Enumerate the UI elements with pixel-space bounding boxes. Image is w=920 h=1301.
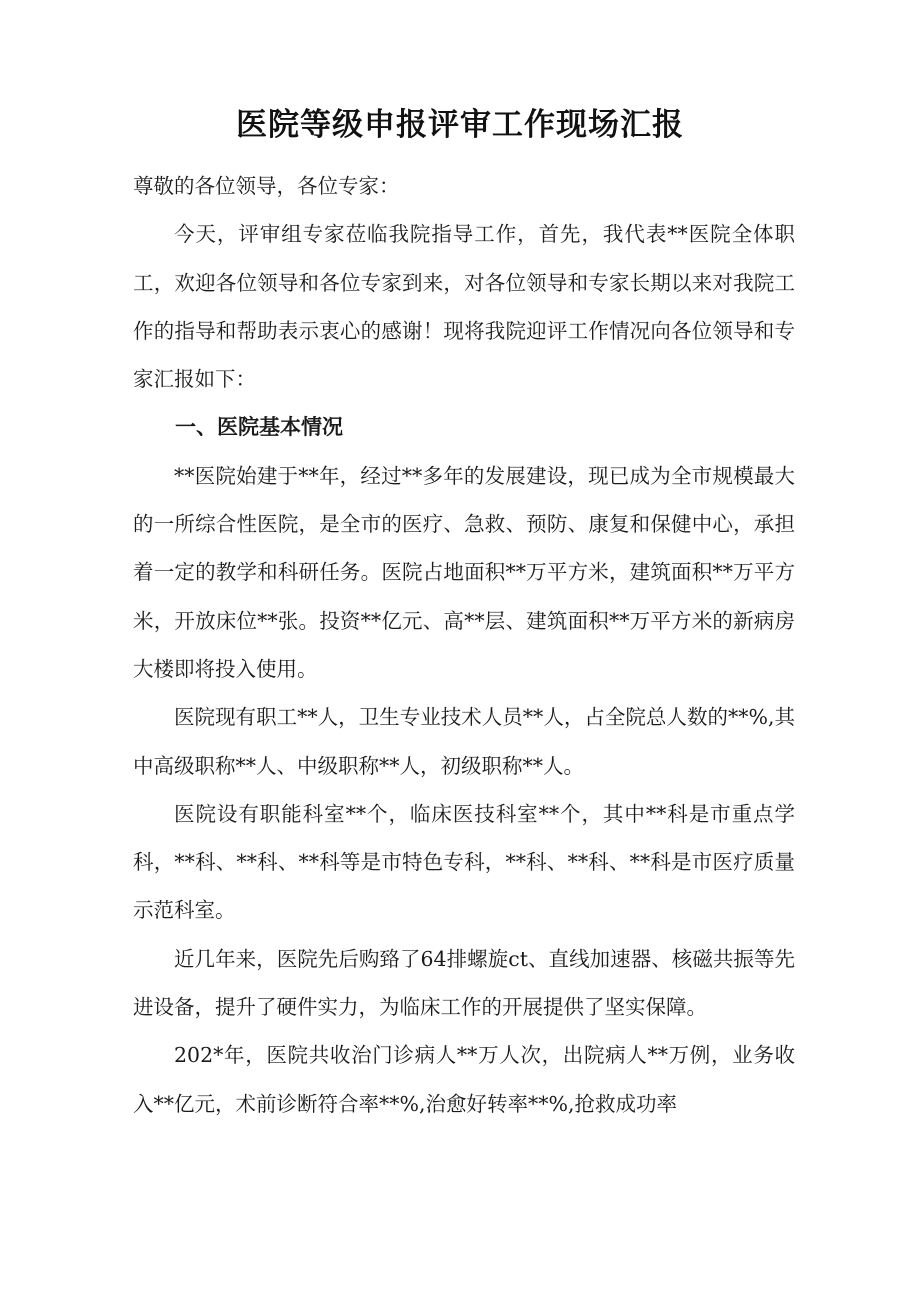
paragraph-staff: 医院现有职工**人，卫生专业技术人员**人，占全院总人数的**%,其中高级职称**人、中级职称**人，初级职称**人。 [133, 705, 795, 778]
salutation: 尊敬的各位领导，各位专家： [133, 174, 400, 198]
document-title: 医院等级申报评审工作现场汇报 [236, 107, 684, 143]
paragraph-equipment: 近几年来，医院先后购臵了64排螺旋ct、直线加速器、核磁共振等先进设备，提升了硬件实力，为临床工作的开展提供了坚实保障。 [133, 946, 795, 1020]
intro-paragraph: 今天，评审组专家莅临我院指导工作，首先，我代表**医院全体职工，欢迎各位领导和各位专家到来，对各位领导和专家长期以来对我院工作的指导和帮助表示衷心的感谢！现将我院迎评工作情况向各位领导和专家汇报如下： [133, 222, 795, 392]
document-body [133, 162, 795, 1128]
paragraph-history: **医院始建于**年，经过**多年的发展建设，现已成为全市规模最大的一所综合性医院，是全市的医疗、急救、预防、康复和保健中心，承担着一定的教学和科研任务。医院占地面积**万平方米，建筑面积**万平方米，开放床位**张。投资**亿元、高**层、建筑面积**万平方米的新病房大楼即将投入使用。 [133, 463, 795, 681]
section-heading-basic-info: 一、医院基本情况 [175, 415, 343, 440]
paragraph-departments: 医院设有职能科室**个，临床医技科室**个，其中**科是市重点学科，**科、**科、**科等是市特色专科，**科、**科、**科是市医疗质量示范科室。 [133, 801, 795, 923]
paragraph-statistics: 202*年，医院共收治门诊病人**万人次，出院病人**万例，业务收入**亿元，术前诊断符合率**%,治愈好转率**%,抢救成功率 [133, 1043, 795, 1116]
